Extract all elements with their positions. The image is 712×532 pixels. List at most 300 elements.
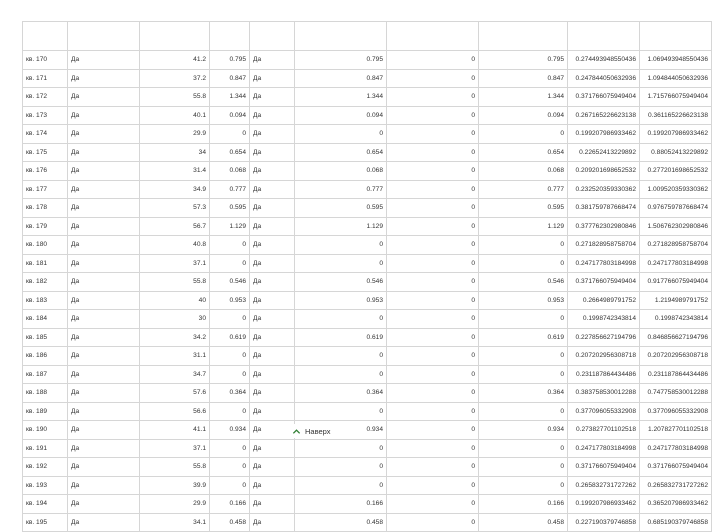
table-cell: 0.166	[479, 495, 568, 514]
table-cell: Да	[250, 162, 295, 181]
table-cell: 0	[387, 291, 479, 310]
table-cell: Да	[68, 328, 140, 347]
scroll-to-top-button[interactable]	[292, 424, 356, 438]
table-cell: 0	[210, 402, 250, 421]
table-cell: 30	[140, 310, 210, 329]
table-cell: 0.371766075949404	[568, 458, 640, 477]
table-cell: 0.654	[295, 143, 387, 162]
table-cell: Да	[250, 236, 295, 255]
table-cell: 0.274493948550436	[568, 51, 640, 70]
table-cell: 0.654	[479, 143, 568, 162]
table-cell: 0	[387, 236, 479, 255]
table-cell: 0.267165226623138	[568, 106, 640, 125]
table-cell: Да	[250, 513, 295, 532]
table-cell: 1.506762302980846	[640, 217, 712, 236]
table-cell: 1.129	[295, 217, 387, 236]
table-cell: 0.199207986933462	[568, 125, 640, 144]
table-header	[23, 22, 712, 51]
table-cell: 0.917766075949404	[640, 273, 712, 292]
table-cell: 57.3	[140, 199, 210, 218]
table-cell: Да	[250, 347, 295, 366]
table-cell: 0.247177803184998	[568, 439, 640, 458]
table-cell: 0	[295, 310, 387, 329]
table-cell: 0	[387, 162, 479, 181]
table-cell: 0	[479, 125, 568, 144]
table-cell: 40.1	[140, 106, 210, 125]
table-cell: 0	[387, 180, 479, 199]
table-cell: Да	[68, 384, 140, 403]
table-cell: 37.1	[140, 439, 210, 458]
table-cell: 40.8	[140, 236, 210, 255]
table-cell: 0.795	[295, 51, 387, 70]
table-cell: 0.847	[295, 69, 387, 88]
table-cell: 0.976759787668474	[640, 199, 712, 218]
table-cell: 0.265832731727262	[640, 476, 712, 495]
table-cell: 0.364	[210, 384, 250, 403]
table-row	[23, 291, 712, 310]
table-row	[23, 125, 712, 144]
table-cell: Да	[250, 273, 295, 292]
chevron-up-icon	[292, 427, 301, 436]
table-cell: Да	[68, 310, 140, 329]
table-cell: Да	[68, 88, 140, 107]
table-cell: 0	[210, 476, 250, 495]
table-cell: 0	[387, 384, 479, 403]
table-cell: 0.265832731727262	[568, 476, 640, 495]
table-cell: Да	[68, 199, 140, 218]
table-cell: Да	[68, 51, 140, 70]
table-cell: 0.247177803184998	[568, 254, 640, 273]
table-cell: кв. 180	[23, 236, 68, 255]
table-row	[23, 236, 712, 255]
table-cell: 31.4	[140, 162, 210, 181]
table-cell: 0	[387, 365, 479, 384]
table-cell: кв. 185	[23, 328, 68, 347]
header-cell	[140, 22, 210, 51]
table-cell: 0	[479, 402, 568, 421]
table-cell: 34.2	[140, 328, 210, 347]
table-cell: 0.381759787668474	[568, 199, 640, 218]
table-cell: 0.371766075949404	[640, 458, 712, 477]
table-cell: 0.934	[295, 421, 387, 440]
table-cell: Да	[250, 217, 295, 236]
table-cell: 0.277201698652532	[640, 162, 712, 181]
table-cell: 0	[387, 328, 479, 347]
table-cell: 1.344	[210, 88, 250, 107]
table-cell: Да	[68, 476, 140, 495]
table-row	[23, 51, 712, 70]
table-cell: Да	[68, 402, 140, 421]
table-cell: 0.247844050632936	[568, 69, 640, 88]
table-row	[23, 347, 712, 366]
table-cell: 0.934	[479, 421, 568, 440]
table-cell: 0	[210, 458, 250, 477]
table-cell: 0.88052413229892	[640, 143, 712, 162]
header-cell	[68, 22, 140, 51]
table-cell: кв. 194	[23, 495, 68, 514]
table-cell: 0.458	[210, 513, 250, 532]
table-cell: 0.231187864434486	[568, 365, 640, 384]
table-cell: 0.227856627194796	[568, 328, 640, 347]
table-cell: Да	[250, 291, 295, 310]
table-cell: 0	[387, 513, 479, 532]
table-cell: Да	[68, 291, 140, 310]
table-cell: 0	[387, 347, 479, 366]
table-row	[23, 180, 712, 199]
table-row	[23, 310, 712, 329]
table-cell: 0.371766075949404	[568, 273, 640, 292]
table-cell: кв. 189	[23, 402, 68, 421]
table-cell: Да	[250, 328, 295, 347]
table-cell: 0.847	[210, 69, 250, 88]
table-cell: 34	[140, 143, 210, 162]
table-row	[23, 199, 712, 218]
table-cell: Да	[250, 88, 295, 107]
table-cell: 0.371766075949404	[568, 88, 640, 107]
table-cell: 1.344	[295, 88, 387, 107]
table-cell: кв. 172	[23, 88, 68, 107]
table-cell: Да	[250, 199, 295, 218]
table-cell: 0	[387, 106, 479, 125]
table-row	[23, 476, 712, 495]
table-cell: 31.1	[140, 347, 210, 366]
table-cell: кв. 192	[23, 458, 68, 477]
table-cell: 56.6	[140, 402, 210, 421]
table-row	[23, 421, 712, 440]
table-cell: 0.1998742343814	[568, 310, 640, 329]
table-cell: Да	[250, 384, 295, 403]
table-cell: 34.9	[140, 180, 210, 199]
table-row	[23, 495, 712, 514]
table-cell: 0.383758530012288	[568, 384, 640, 403]
table-cell: 0	[479, 236, 568, 255]
table-cell: 37.1	[140, 254, 210, 273]
table-cell: 34.7	[140, 365, 210, 384]
table-cell: 57.6	[140, 384, 210, 403]
table-row	[23, 384, 712, 403]
table-cell: Да	[68, 106, 140, 125]
table-row	[23, 273, 712, 292]
table-cell: 0.22652413229892	[568, 143, 640, 162]
table-cell: Да	[250, 310, 295, 329]
table-cell: 0	[210, 125, 250, 144]
table-row	[23, 217, 712, 236]
header-cell	[23, 22, 68, 51]
table-cell: 0.953	[295, 291, 387, 310]
table-cell: 0.934	[210, 421, 250, 440]
table-cell: 0	[387, 458, 479, 477]
table-cell: 0.271828958758704	[640, 236, 712, 255]
table-cell: 0	[479, 365, 568, 384]
table-cell: Да	[68, 347, 140, 366]
table-cell: 39.9	[140, 476, 210, 495]
table-cell: 0	[387, 495, 479, 514]
header-cell	[640, 22, 712, 51]
table-row	[23, 254, 712, 273]
table-cell: 0	[479, 310, 568, 329]
table-row	[23, 328, 712, 347]
table-cell: 0.777	[479, 180, 568, 199]
data-table	[22, 21, 712, 532]
table-cell: 0	[295, 458, 387, 477]
table-cell: 0.619	[210, 328, 250, 347]
table-cell: кв. 173	[23, 106, 68, 125]
table-row	[23, 162, 712, 181]
table-cell: 1.069493948550436	[640, 51, 712, 70]
table-cell: 0	[295, 402, 387, 421]
table-cell: кв. 191	[23, 439, 68, 458]
table-cell: кв. 190	[23, 421, 68, 440]
table-cell: 1.009520359330362	[640, 180, 712, 199]
table-cell: 0.365207986933462	[640, 495, 712, 514]
table-cell: 0	[210, 347, 250, 366]
table-cell: 0.209201698652532	[568, 162, 640, 181]
table-cell: 0	[387, 421, 479, 440]
table-cell: 0.377096055332908	[568, 402, 640, 421]
table-cell: 0.364	[295, 384, 387, 403]
table-cell: 0.795	[479, 51, 568, 70]
table-cell: 0.166	[210, 495, 250, 514]
table-cell: 41.2	[140, 51, 210, 70]
table-cell: 0.094	[210, 106, 250, 125]
table-cell: 0	[295, 476, 387, 495]
table-cell: кв. 183	[23, 291, 68, 310]
table-row	[23, 88, 712, 107]
table-cell: 0.777	[210, 180, 250, 199]
table-body	[23, 51, 712, 532]
header-cell	[250, 22, 295, 51]
table-cell: 0.068	[295, 162, 387, 181]
table-cell: 0	[387, 143, 479, 162]
table-cell: кв. 184	[23, 310, 68, 329]
table-cell: 0.953	[479, 291, 568, 310]
table-cell: 1.094844050632936	[640, 69, 712, 88]
header-cell	[210, 22, 250, 51]
table-cell: 0.199207986933462	[568, 495, 640, 514]
table-cell: Да	[250, 421, 295, 440]
table-cell: 0.1998742343814	[640, 310, 712, 329]
table-cell: 0.458	[479, 513, 568, 532]
table-row	[23, 143, 712, 162]
table-cell: Да	[68, 236, 140, 255]
table-cell: Да	[250, 106, 295, 125]
table-cell: кв. 171	[23, 69, 68, 88]
table-cell: 0.619	[295, 328, 387, 347]
table-cell: 0.654	[210, 143, 250, 162]
table-cell: 37.2	[140, 69, 210, 88]
table-cell: 0	[387, 69, 479, 88]
table-cell: 0.777	[295, 180, 387, 199]
table-cell: 0	[387, 273, 479, 292]
table-row	[23, 439, 712, 458]
table-cell: 0	[387, 402, 479, 421]
table-cell: 0	[295, 236, 387, 255]
table-cell: Да	[68, 513, 140, 532]
table-cell: 0.094	[479, 106, 568, 125]
table-cell: 0	[479, 439, 568, 458]
table-cell: 0.166	[295, 495, 387, 514]
table-cell: кв. 178	[23, 199, 68, 218]
table-cell: 0.795	[210, 51, 250, 70]
table-cell: 0	[387, 439, 479, 458]
table-cell: 0	[210, 439, 250, 458]
table-cell: 0.685190379746858	[640, 513, 712, 532]
header-cell	[295, 22, 387, 51]
table-cell: кв. 195	[23, 513, 68, 532]
table-cell: 0	[210, 365, 250, 384]
table-cell: 0.2664989791752	[568, 291, 640, 310]
table-cell: Да	[250, 402, 295, 421]
table-cell: Да	[68, 458, 140, 477]
table-cell: 0	[479, 458, 568, 477]
table-cell: кв. 187	[23, 365, 68, 384]
table-cell: 0	[210, 310, 250, 329]
table-cell: 0	[387, 125, 479, 144]
table-cell: Да	[250, 51, 295, 70]
table-cell: 0.232520359330362	[568, 180, 640, 199]
table-cell: Да	[250, 254, 295, 273]
table-cell: 0	[210, 254, 250, 273]
table-cell: Да	[250, 125, 295, 144]
table-cell: 0.271828958758704	[568, 236, 640, 255]
table-cell: 0.231187864434486	[640, 365, 712, 384]
table-cell: 55.8	[140, 273, 210, 292]
table-cell: 0.747758530012288	[640, 384, 712, 403]
table-cell: кв. 176	[23, 162, 68, 181]
table-cell: 0.207202956308718	[640, 347, 712, 366]
table-row	[23, 513, 712, 532]
table-cell: 1.2194989791752	[640, 291, 712, 310]
table-cell: 0.846856627194796	[640, 328, 712, 347]
table-cell: Да	[250, 476, 295, 495]
table-cell: 0.361165226623138	[640, 106, 712, 125]
table-cell: 29.9	[140, 125, 210, 144]
header-cell	[479, 22, 568, 51]
table-cell: Да	[68, 495, 140, 514]
table-cell: Да	[68, 365, 140, 384]
table-cell: 0.377096055332908	[640, 402, 712, 421]
table-cell: 0	[387, 51, 479, 70]
table-cell: Да	[68, 439, 140, 458]
table-cell: 1.129	[210, 217, 250, 236]
table-cell: 0	[387, 88, 479, 107]
table-cell: 0.458	[295, 513, 387, 532]
table-cell: 0.546	[295, 273, 387, 292]
table-cell: 0.247177803184998	[640, 439, 712, 458]
table-cell: кв. 179	[23, 217, 68, 236]
table-cell: 55.8	[140, 88, 210, 107]
scroll-to-top-label: Наверх	[305, 426, 331, 436]
table-cell: 0.227190379746858	[568, 513, 640, 532]
table-cell: 1.344	[479, 88, 568, 107]
table-cell: Да	[68, 69, 140, 88]
table-cell: 0	[387, 476, 479, 495]
table-cell: 0	[210, 236, 250, 255]
table-cell: 0.595	[479, 199, 568, 218]
table-cell: Да	[250, 495, 295, 514]
table-cell: Да	[68, 273, 140, 292]
table-cell: 0.207202956308718	[568, 347, 640, 366]
table-cell: Да	[68, 143, 140, 162]
table-cell: 0.068	[210, 162, 250, 181]
table-cell: Да	[68, 421, 140, 440]
table-cell: 0.595	[210, 199, 250, 218]
table-cell: кв. 182	[23, 273, 68, 292]
table-cell: Да	[68, 254, 140, 273]
table-row	[23, 106, 712, 125]
table-cell: 0.377762302980846	[568, 217, 640, 236]
table-row	[23, 458, 712, 477]
table-cell: Да	[250, 458, 295, 477]
table-cell: 1.129	[479, 217, 568, 236]
table-cell: 0	[387, 217, 479, 236]
table-cell: 56.7	[140, 217, 210, 236]
table-cell: 0	[387, 254, 479, 273]
table-cell: 55.8	[140, 458, 210, 477]
table-cell: кв. 170	[23, 51, 68, 70]
table-cell: 0	[295, 254, 387, 273]
table-cell: 29.9	[140, 495, 210, 514]
table-cell: 0.619	[479, 328, 568, 347]
table-cell: 34.1	[140, 513, 210, 532]
table-cell: кв. 193	[23, 476, 68, 495]
table-cell: 0.847	[479, 69, 568, 88]
table-cell: 0	[295, 125, 387, 144]
table-cell: 0.595	[295, 199, 387, 218]
table-cell: 0.546	[210, 273, 250, 292]
table-cell: Да	[250, 180, 295, 199]
table-cell: 0	[479, 254, 568, 273]
table-cell: 0	[387, 310, 479, 329]
table-cell: Да	[68, 125, 140, 144]
table-cell: 40	[140, 291, 210, 310]
header-cell	[568, 22, 640, 51]
table-cell: 0.546	[479, 273, 568, 292]
table-cell: Да	[250, 365, 295, 384]
table-cell: кв. 188	[23, 384, 68, 403]
table-cell: 0	[479, 476, 568, 495]
table-row	[23, 402, 712, 421]
table-cell: 0.068	[479, 162, 568, 181]
table-cell: кв. 177	[23, 180, 68, 199]
table-cell: кв. 186	[23, 347, 68, 366]
data-table-container	[22, 21, 708, 526]
table-cell: кв. 175	[23, 143, 68, 162]
table-cell: 0.199207986933462	[640, 125, 712, 144]
table-cell: Да	[250, 69, 295, 88]
table-cell: 0.953	[210, 291, 250, 310]
table-cell: 1.715766075949404	[640, 88, 712, 107]
table-cell: 0.247177803184998	[640, 254, 712, 273]
table-cell: Да	[250, 143, 295, 162]
table-cell: 0.273827701102518	[568, 421, 640, 440]
table-cell: 1.207827701102518	[640, 421, 712, 440]
table-cell: 0	[295, 347, 387, 366]
table-cell: 0	[295, 439, 387, 458]
header-cell	[387, 22, 479, 51]
table-row	[23, 69, 712, 88]
table-cell: 0	[295, 365, 387, 384]
table-cell: Да	[250, 439, 295, 458]
table-cell: 41.1	[140, 421, 210, 440]
table-cell: кв. 181	[23, 254, 68, 273]
table-cell: Да	[68, 217, 140, 236]
table-cell: 0	[387, 199, 479, 218]
table-cell: кв. 174	[23, 125, 68, 144]
table-cell: 0	[479, 347, 568, 366]
table-cell: Да	[68, 180, 140, 199]
table-cell: 0.364	[479, 384, 568, 403]
